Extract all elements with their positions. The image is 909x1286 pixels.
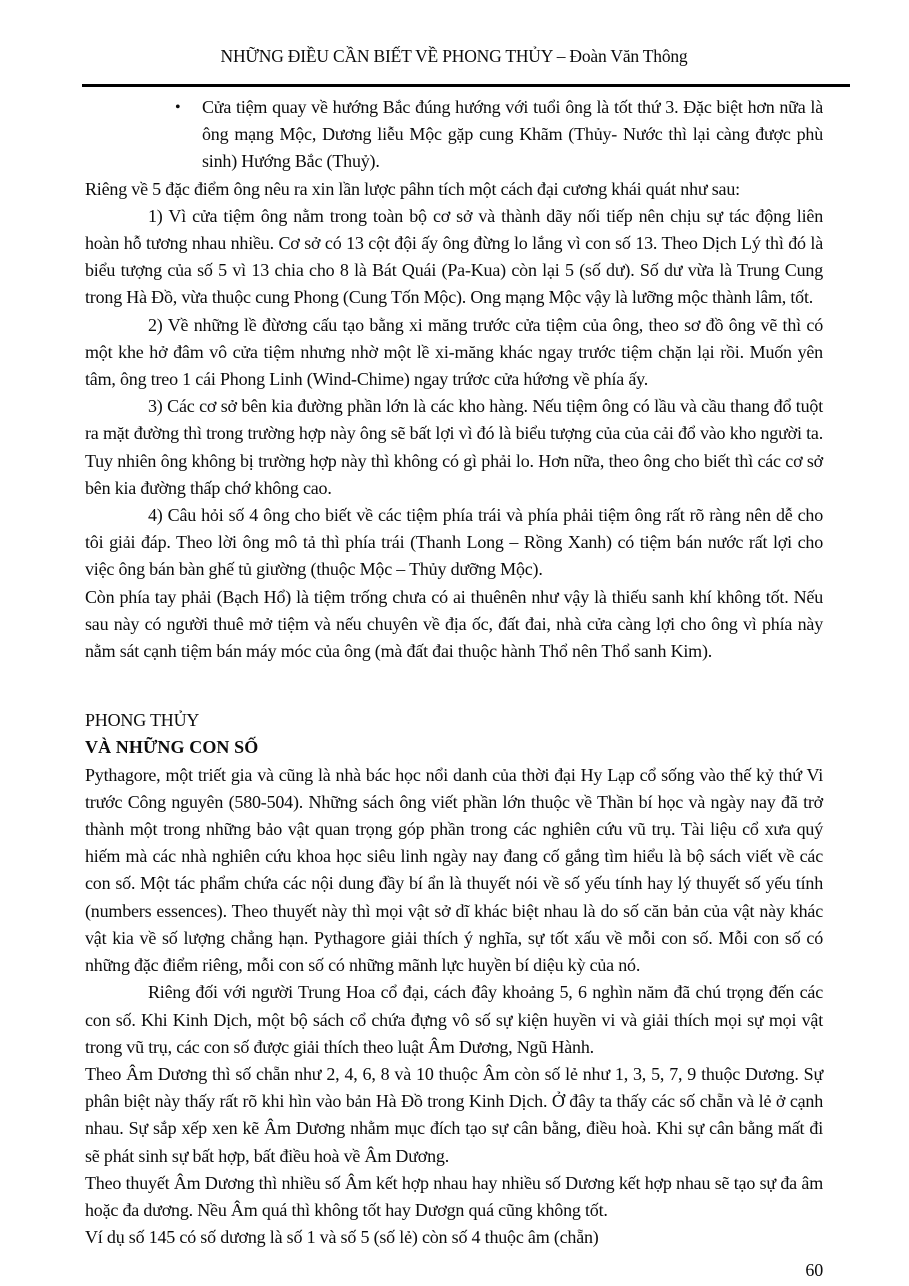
page-number: 60 (805, 1260, 823, 1281)
page-header (85, 44, 823, 68)
paragraph-vi-du: Ví dụ số 145 có số dương là số 1 và số 5 (số lẻ) còn số 4 thuộc âm (chẵn) (85, 1227, 599, 1248)
bullet-item (85, 94, 823, 176)
header-divider (82, 84, 850, 87)
paragraph-thuyet-am-duong: Theo thuyết Âm Dương thì nhiều số Âm kết hợp nhau hay nhiều số Dương kết hợp nhau sẽ tạo sự đa âm hoặc đa dương. Nều Âm quá thì không tốt hay Dươgn quá cũng không tốt. (85, 1172, 823, 1220)
paragraph-trung-hoa: Riêng đối với người Trung Hoa cổ đại, cách đây khoảng 5, 6 nghìn năm đã chú trọng đến các con số. Khi Kinh Dịch, một bộ sách cổ chứa đựng vô số sự kiện huyền vi và giải thích mọi sự mọi vật trong vũ trụ, các con số được giải thích theo luật Âm Dương, Ngũ Hành. (85, 982, 823, 1057)
section-heading (85, 707, 823, 761)
paragraph-right-side: Còn phía tay phải (Bạch Hổ) là tiệm trống chưa có ai thuênên như vậy là thiếu sanh khí không tốt. Nếu sau này có người thuê mở tiệm và nếu chuyên về địa ốc, đất đai, nhà cửa càng lợi cho ông vì phía này nằm sát cạnh tiệm bán máy móc của ông (mà đất đai thuộc hành Thổ nên Thổ sanh Kim). (85, 586, 823, 662)
bullet-text: Cửa tiệm quay về hướng Bắc đúng hướng với tuổi ông là tốt thứ 3. Đặc biệt hơn nữa là ông mạng Mộc, Dương liễu Mộc gặp cung Khãm (Thủy- Nước thì lại càng được phù sinh) Hướng Bắc (Thuỷ). (202, 97, 823, 172)
paragraph-pythagore: Pythagore, một triết gia và cũng là nhà bác học nổi danh của thời đại Hy Lạp cổ sống vào thế kỷ thứ Vi trước Công nguyên (580-504). Những sách ông viết phần lớn thuộc về Thần bí học và ngày nay đã trở thành một trong những bảo vật quan trọng góp phần trong các nghiên cứu vũ trụ. Tài liệu cổ xưa quý hiếm mà các nhà nghiên cứu khoa học siêu linh ngày nay đang cố gắng tìm hiểu là bộ sách viết về các con số. Một tác phẩm chứa các nội dung đầy bí ẩn là thuyết nói về số yếu tính hay lý thuyết số yếu tính (numbers essences). Theo thuyết này thì mọi vật sở dĩ khác biệt nhau là do số căn bản của vật này khác vật kia về số lượng chẳng hạn. Pythagore giải thích ý nghĩa, sự tốt xấu về mỗi con số. Mỗi con số có những đặc điểm riêng, mỗi con số có những mãnh lực huyền bí diệu kỳ của nó. (85, 764, 823, 976)
section-heading-line1: PHONG THỦY (85, 710, 200, 731)
paragraph-point-3: 3) Các cơ sở bên kia đường phần lớn là các kho hàng. Nếu tiệm ông có lầu và cầu thang đổ tuột ra mặt đường thì trong trường hợp này ông sẽ bất lợi vì đó là biểu tượng của của cải đổ vào kho người ta. Tuy nhiên ông không bị trường hợp này thì không có gì phải lo. Hơn nữa, theo ông cho biết thì các cơ sở bên kia đường thấp chớ không cao. (85, 396, 823, 498)
paragraph-intro: Riêng về 5 đặc điểm ông nêu ra xin lần lược pâhn tích một cách đại cương khái quát như sau: (85, 178, 740, 199)
paragraph-point-2: 2) Về những lề đừơng cấu tạo bằng xi măng trước cửa tiệm của ông, theo sơ đồ ông vẽ thì có một khe hở đâm vô cửa tiệm nhưng nhờ một lề xi-măng khác ngay trước tiệm chặn lại rồi. Muốn yên tâm, ông treo 1 cái Phong Linh (Wind-Chime) ngay trứơc cửa hứơng về phía ấy. (85, 314, 823, 390)
bullet-icon: • (175, 99, 181, 116)
page-title: NHỮNG ĐIỀU CẦN BIẾT VỀ PHONG THỦY – Đoàn Văn Thông (220, 46, 688, 66)
paragraph-am-duong: Theo Âm Dương thì số chẵn như 2, 4, 6, 8 và 10 thuộc Âm còn số lẻ như 1, 3, 5, 7, 9 thuộc Dương. Sự phân biệt này thấy rất rõ khi hìn vào bản Hà Đồ trong Kinh Dịch. Ở đây ta thấy các số chẵn và lẻ ở cạnh nhau. Sự sắp xếp xen kẽ Âm Dương nhằm mục đích tạo sự cân bằng, điều hoà. Khi sự cân bằng mất đi sẽ phát sinh sự bất hợp, bất điều hoà về Âm Dương. (85, 1063, 823, 1166)
paragraph-point-1: 1) Vì cửa tiệm ông nằm trong toàn bộ cơ sở và thành dãy nối tiếp nên chịu sự tác động liên hoàn hỗ tương nhau nhiều. Cơ sở có 13 cột đội ấy ông đừng lo lắng vì con số 13. Theo Dịch Lý thì đó là biểu tượng của số 5 vì 13 chia cho 8 là Bát Quái (Pa-Kua) còn lại 5 (số dư). Số dư vừa là Trung Cung trong Hà Đồ, vừa thuộc cung Phong (Cung Tốn Mộc). Ong mạng Mộc vậy là lưỡng mộc thành lâm, tốt. (85, 205, 823, 308)
section-heading-line2: VÀ NHỮNG CON SỐ (85, 737, 259, 758)
paragraph-point-4: 4) Câu hỏi số 4 ông cho biết về các tiệm phía trái và phía phải tiệm ông rất rõ ràng nên dễ cho tôi giải đáp. Theo lời ông mô tả thì phía trái (Thanh Long – Rồng Xanh) có tiệm bán nước rất lợi cho việc ông bán bàn ghế tủ giường (thuộc Mộc – Thủy dưỡng Mộc). (85, 505, 823, 580)
